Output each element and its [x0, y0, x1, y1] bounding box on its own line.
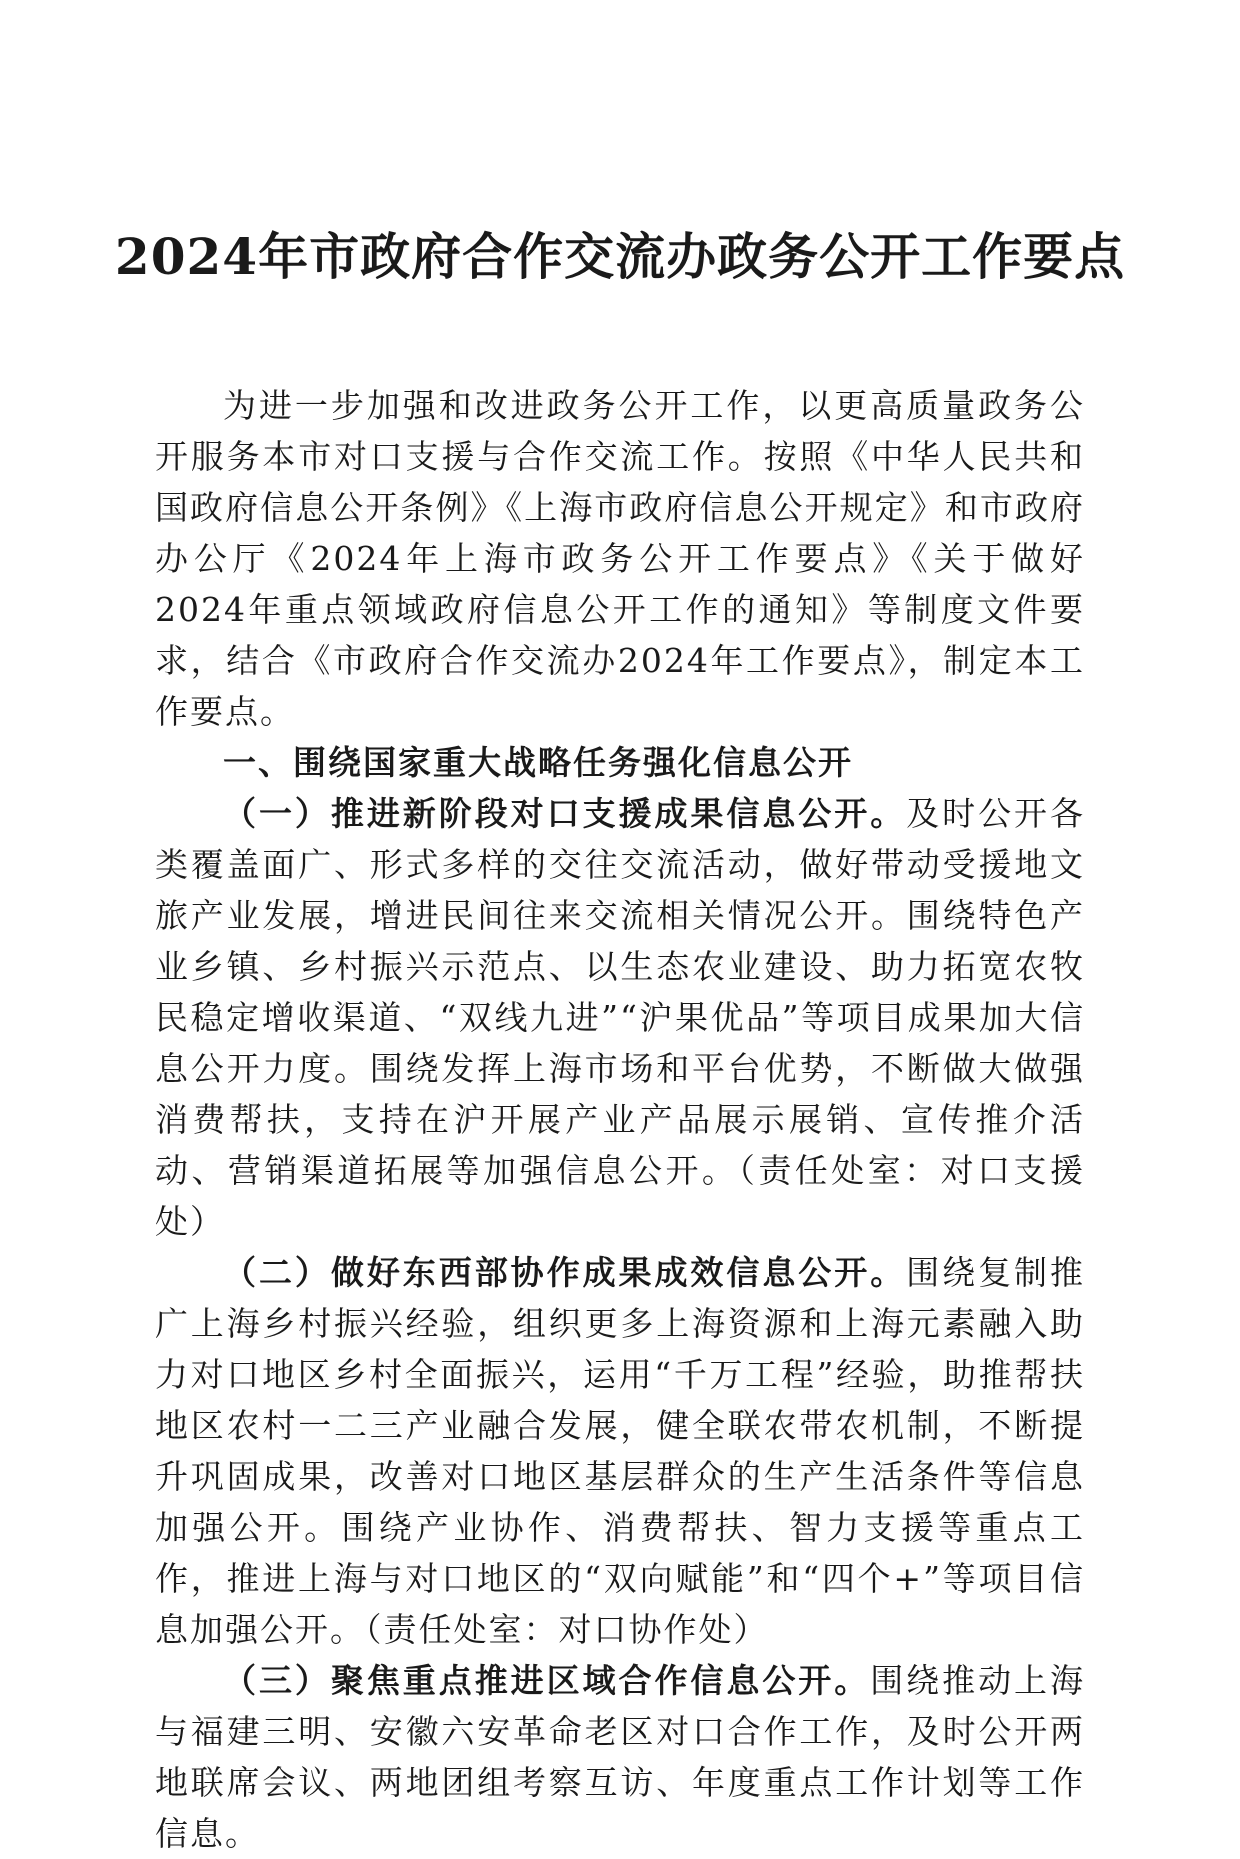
- intro-paragraph: 为进一步加强和改进政务公开工作，以更高质量政务公开服务本市对口支援与合作交流工作。按照《中华人民共和国政府信息公开条例》《上海市政府信息公开规定》和市政府办公厅《2024年上海市政务公开工作要点》《关于做好2024年重点领域政府信息公开工作的通知》等制度文件要求，结合《市政府合作交流办2024年工作要点》，制定本工作要点。: [155, 386, 1085, 731]
- section-item-2: [155, 1247, 1085, 1655]
- section-heading: 一、围绕国家重大战略任务强化信息公开: [223, 743, 853, 782]
- item-subtitle: （三）聚焦重点推进区域合作信息公开。: [223, 1661, 871, 1700]
- item-subtitle: （二）做好东西部协作成果成效信息公开。: [223, 1253, 907, 1292]
- document-body: [155, 380, 1085, 1859]
- item-text: 围绕推动上海与福建三明、安徽六安革命老区对口合作工作，及时公开两地联席会议、两地团组考察互访、年度重点工作计划等工作信息。: [155, 1661, 1086, 1853]
- section-item-3: [155, 1655, 1085, 1859]
- item-text: 及时公开各类覆盖面广、形式多样的交往交流活动，做好带动受援地文旅产业发展，增进民间往来交流相关情况公开。围绕特色产业乡镇、乡村振兴示范点、以生态农业建设、助力拓宽农牧民稳定增收渠道、“双线九进”“沪果优品”等项目成果加大信息公开力度。围绕发挥上海市场和平台优势，不断做大做强消费帮扶，支持在沪开展产业产品展示展销、宣传推介活动、营销渠道拓展等加强信息公开。（责任处室：对口支援处）: [155, 794, 1086, 1241]
- item-subtitle: （一）推进新阶段对口支援成果信息公开。: [223, 794, 907, 833]
- section-item-1: [155, 788, 1085, 1247]
- document-title: 2024年市政府合作交流办政务公开工作要点: [114, 227, 1126, 286]
- item-text: 围绕复制推广上海乡村振兴经验，组织更多上海资源和上海元素融入助力对口地区乡村全面振兴，运用“千万工程”经验，助推帮扶地区农村一二三产业融合发展，健全联农带农机制，不断提升巩固成果，改善对口地区基层群众的生产生活条件等信息加强公开。围绕产业协作、消费帮扶、智力支援等重点工作，推进上海与对口地区的“双向赋能”和“四个+”等项目信息加强公开。（责任处室：对口协作处）: [155, 1253, 1086, 1649]
